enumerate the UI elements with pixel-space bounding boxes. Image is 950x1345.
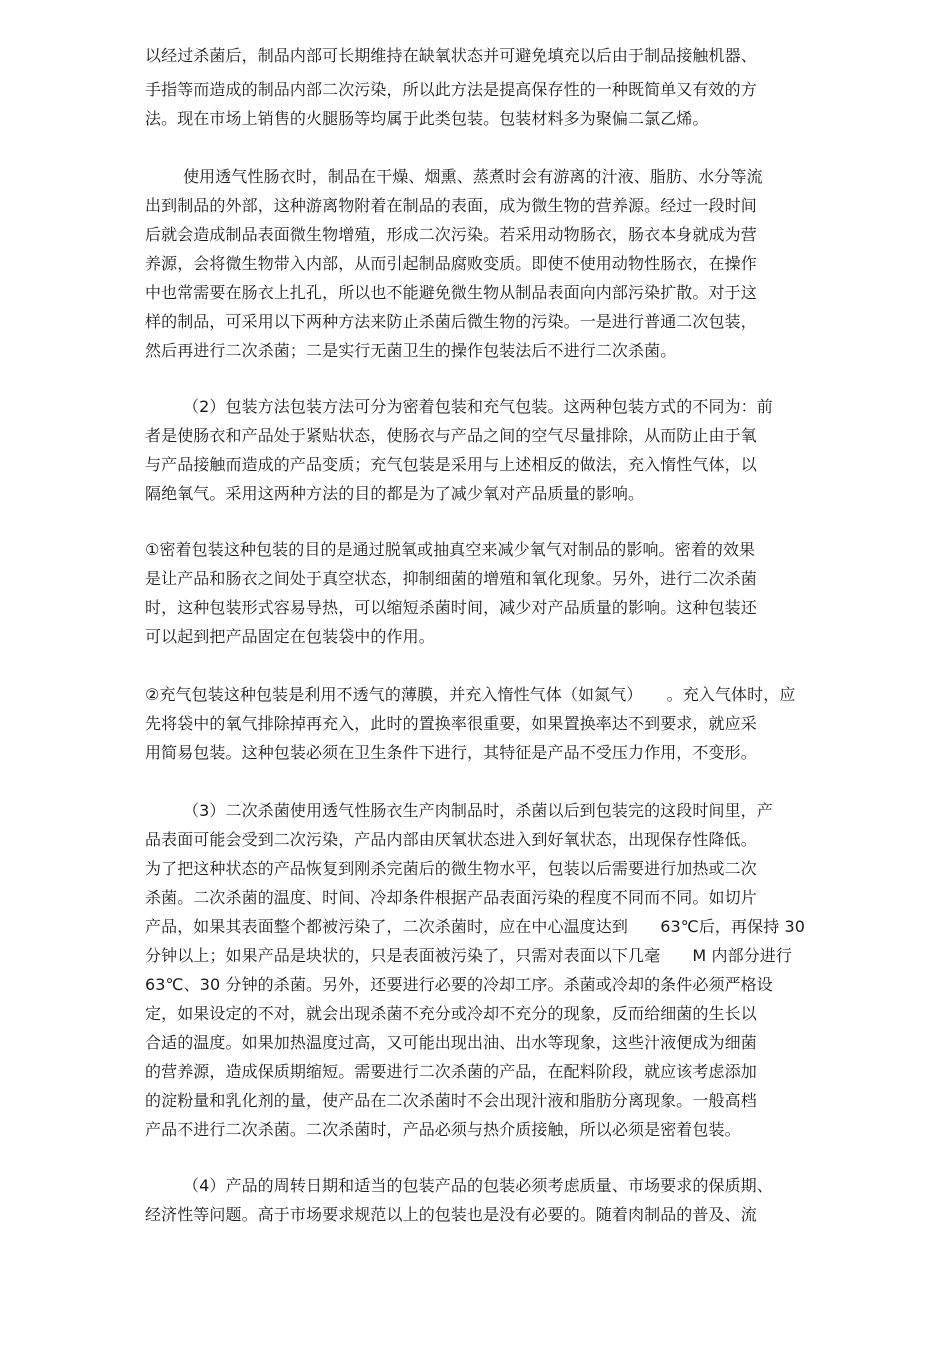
text-line: 隔绝氧气。采用这两种方法的目的都是为了减少氧对产品质量的影响。 bbox=[145, 484, 645, 503]
text-line: 杀菌。二次杀菌的温度、时间、冷却条件根据产品表面污染的程度不同而不同。如切片 bbox=[145, 888, 757, 907]
text-line: 可以起到把产品固定在包装袋中的作用。 bbox=[145, 627, 435, 646]
text-line: （3）二次杀菌使用透气性肠衣生产肉制品时，杀菌以后到包装完的这段时间里，产 bbox=[183, 801, 773, 820]
text-line: 是让产品和肠衣之间处于真空状态，抑制细菌的增殖和氧化现象。另外，进行二次杀菌 bbox=[145, 569, 757, 588]
text-line: 手指等而造成的制品内部二次污染，所以此方法是提高保存性的一种既简单又有效的方 bbox=[145, 80, 757, 99]
text-line: 与产品接触而造成的产品变质；充气包装是采用与上述相反的做法，充入惰性气体，以 bbox=[145, 455, 757, 474]
text-line: 品表面可能会受到二次污染，产品内部由厌氧状态进入到好氧状态，出现保存性降低。 bbox=[145, 830, 757, 849]
text-line: 产品，如果其表面整个都被污染了，二次杀菌时，应在中心温度达到 63℃后，再保持 30 bbox=[145, 917, 806, 936]
text-line: 出到制品的外部，这种游离物附着在制品的表面，成为微生物的营养源。经过一段时间 bbox=[145, 196, 757, 215]
text-line: 的营养源，造成保质期缩短。需要进行二次杀菌的产品，在配料阶段，就应该考虑添加 bbox=[145, 1062, 757, 1081]
text-line: 合适的温度。如果加热温度过高，又可能出现出油、出水等现象，这些汁液便成为细菌 bbox=[145, 1033, 757, 1052]
text-line: ②充气包装这种包装是利用不透气的薄膜，并充入惰性气体（如氮气） 。充入气体时，应 bbox=[145, 685, 796, 704]
text-line: 时，这种包装形式容易导热，可以缩短杀菌时间，减少对产品质量的影响。这种包装还 bbox=[145, 598, 757, 617]
text-line: 先将袋中的氧气排除掉再充入，此时的置换率很重要，如果置换率达不到要求，就应采 bbox=[145, 714, 757, 733]
text-line: 为了把这种状态的产品恢复到刚杀完菌后的微生物水平，包装以后需要进行加热或二次 bbox=[145, 859, 757, 878]
text-line: 使用透气性肠衣时，制品在干燥、烟熏、蒸煮时会有游离的汁液、脂肪、水分等流 bbox=[183, 167, 763, 186]
text-line: 用简易包装。这种包装必须在卫生条件下进行，其特征是产品不受压力作用，不变形。 bbox=[145, 743, 757, 762]
text-line: 样的制品，可采用以下两种方法来防止杀菌后微生物的污染。一是进行普通二次包装， bbox=[145, 312, 757, 331]
text-line: （2）包装方法包装方法可分为密着包装和充气包装。这两种包装方式的不同为：前 bbox=[183, 397, 773, 416]
text-line: 的淀粉量和乳化剂的量，使产品在二次杀菌时不会出现汁液和脂肪分离现象。一般高档 bbox=[145, 1091, 757, 1110]
text-line: 后就会造成制品表面微生物增殖，形成二次污染。若采用动物肠衣，肠衣本身就成为营 bbox=[145, 225, 757, 244]
text-line: （4）产品的周转日期和适当的包装产品的包装必须考虑质量、市场要求的保质期、 bbox=[183, 1176, 773, 1195]
text-line: 定，如果设定的不对，就会出现杀菌不充分或冷却不充分的现象，反而给细菌的生长以 bbox=[145, 1004, 757, 1023]
text-line: 中也常需要在肠衣上扎孔，所以也不能避免微生物从制品表面向内部污染扩散。对于这 bbox=[145, 283, 757, 302]
text-line: 养源，会将微生物带入内部，从而引起制品腐败变质。即使不使用动物性肠衣，在操作 bbox=[145, 254, 757, 273]
text-line: 以经过杀菌后，制品内部可长期维持在缺氧状态并可避免填充以后由于制品接触机器、 bbox=[145, 46, 757, 65]
text-line: 者是使肠衣和产品处于紧贴状态，使肠衣与产品之间的空气尽量排除，从而防止由于氧 bbox=[145, 426, 757, 445]
text-line: 分钟以上；如果产品是块状的，只是表面被污染了，只需对表面以下几毫 M 内部分进行 bbox=[145, 946, 792, 965]
text-line: 然后再进行二次杀菌；二是实行无菌卫生的操作包装法后不进行二次杀菌。 bbox=[145, 341, 677, 360]
text-line: ①密着包装这种包装的目的是通过脱氧或抽真空来减少氧气对制品的影响。密着的效果 bbox=[145, 540, 756, 559]
text-line: 63℃、30 分钟的杀菌。另外，还要进行必要的冷却工序。杀菌或冷却的条件必须严格设 bbox=[145, 975, 773, 994]
text-line: 法。现在市场上销售的火腿肠等均属于此类包装。包装材料多为聚偏二氯乙烯。 bbox=[145, 109, 709, 128]
text-line: 产品不进行二次杀菌。二次杀菌时，产品必须与热介质接触，所以必须是密着包装。 bbox=[145, 1120, 741, 1139]
text-line: 经济性等问题。高于市场要求规范以上的包装也是没有必要的。随着肉制品的普及、流 bbox=[145, 1205, 757, 1224]
